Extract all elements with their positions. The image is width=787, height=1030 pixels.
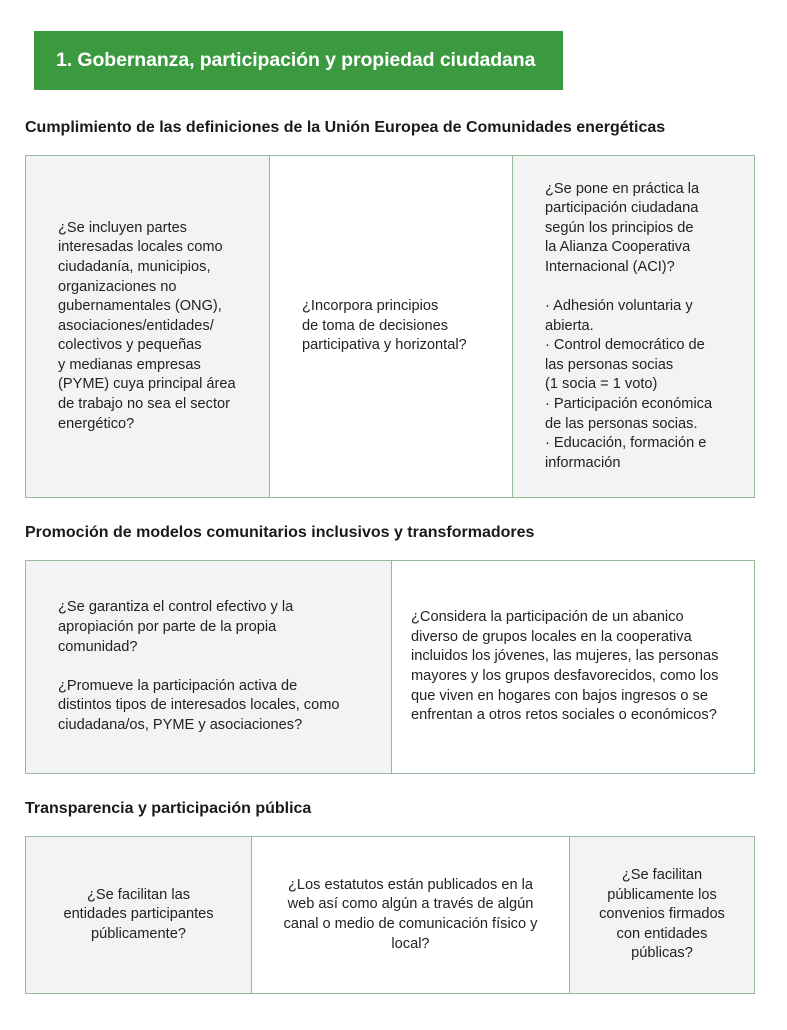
cell-participatory-decisions: ¿Incorpora principios de toma de decisiones participativa y horizontal? xyxy=(269,156,512,497)
cell-diverse-groups: ¿Considera la participación de un abanico diverso de grupos locales en la cooperativa incluidos los jóvenes, las mujeres, las personas mayores y los grupos desfavorecidos, como los que viven en hogares con bajos ingresos o se enfrentan a otros retos sociales o económicos? xyxy=(391,561,754,773)
heading-transparency: Transparencia y participación pública xyxy=(25,800,312,817)
cell-local-stakeholders: ¿Se incluyen partes interesadas locales como ciudadanía, municipios, organizaciones no gubernamentales (ONG), asociaciones/entidades/ colectivos y pequeñas y medianas empresas (PYME) cuya principal área de trabajo no sea el sector energético? xyxy=(26,156,269,497)
heading-inclusive-models: Promoción de modelos comunitarios inclusivos y transformadores xyxy=(25,524,535,541)
cell-signed-agreements: ¿Se facilitan públicamente los convenios firmados con entidades públicas? xyxy=(569,837,754,993)
section-title: 1. Gobernanza, participación y propiedad ciudadana xyxy=(56,49,536,71)
table-transparency xyxy=(25,836,755,994)
cell-community-control: ¿Se garantiza el control efectivo y la apropiación por parte de la propia comunidad? ¿Promueve la participación activa de distintos tipos de interesados locales, como ciudadana/os, PYME y asociaciones? xyxy=(26,561,391,773)
table-eu-definitions xyxy=(25,155,755,498)
cell-statutes-published: ¿Los estatutos están publicados en la web así como algún a través de algún canal o medio de comunicación físico y local? xyxy=(251,837,569,993)
cell-participating-entities: ¿Se facilitan las entidades participantes públicamente? xyxy=(26,837,251,993)
section-title-banner xyxy=(34,31,563,90)
table-inclusive-models xyxy=(25,560,755,774)
heading-eu-definitions: Cumplimiento de las definiciones de la Unión Europea de Comunidades energéticas xyxy=(25,119,666,136)
cell-aci-principles: ¿Se pone en práctica la participación ciudadana según los principios de la Alianza Cooperativa Internacional (ACI)? · Adhesión voluntaria y abierta. · Control democrático de las personas socias (1 socia = 1 voto) · Participación económica de las personas socias. · Educación, formación e información xyxy=(512,156,754,497)
